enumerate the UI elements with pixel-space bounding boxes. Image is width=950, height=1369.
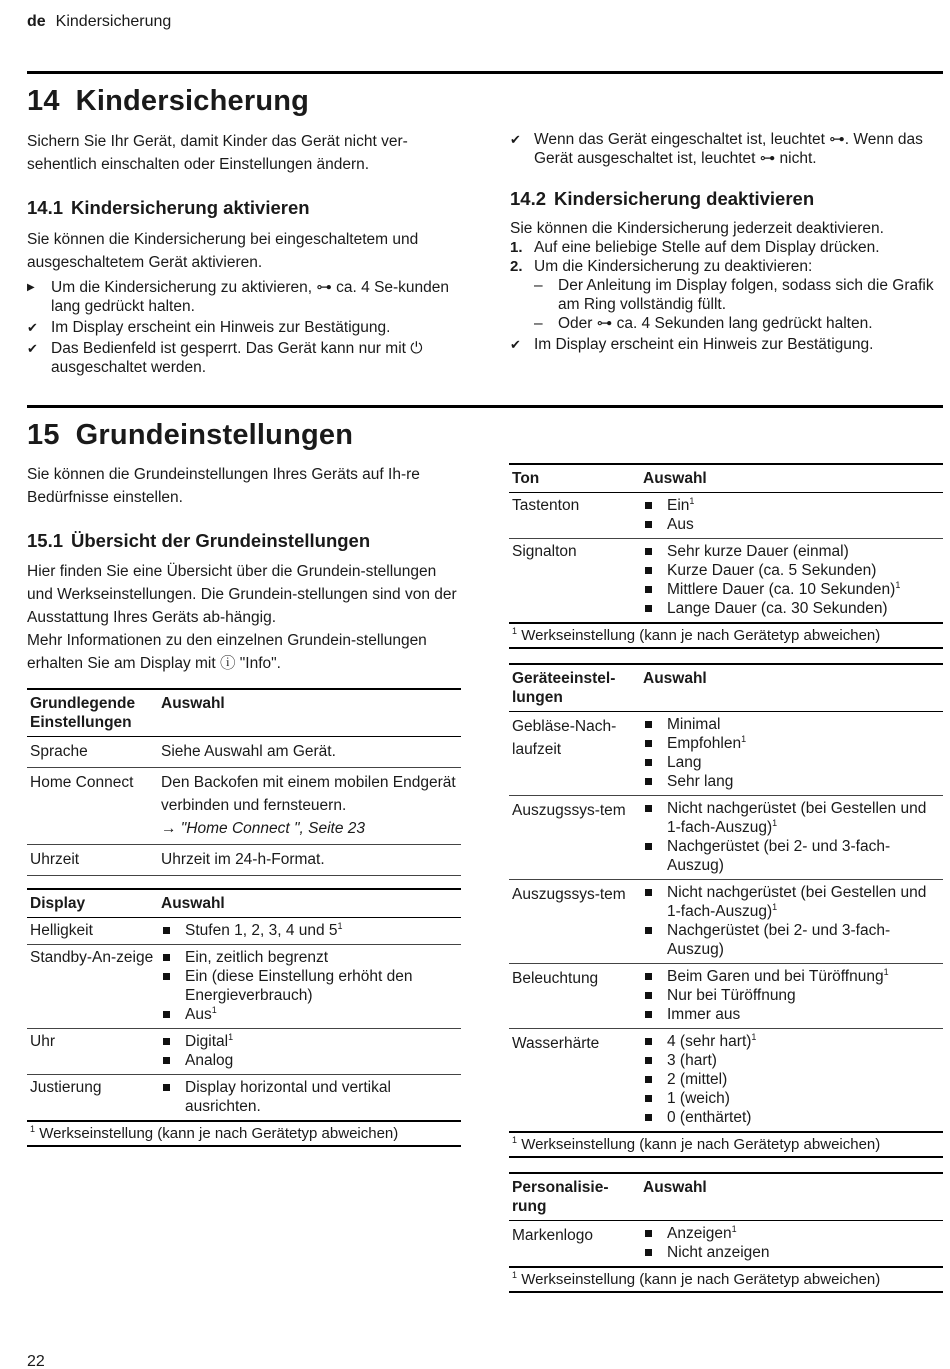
result-item: ✔ Im Display erscheint ein Hinweis zur Bestätigung. <box>510 336 874 353</box>
s15-intro: Sie können die Grundeinstellungen Ihres Geräts auf Ih-re Bedürfnisse einstellen. <box>27 466 420 506</box>
table-row: Gebläse-Nach-laufzeit Minimal Empfohlen$^1$ Lang Sehr lang <box>509 712 943 796</box>
header-title: Kindersicherung <box>55 13 172 30</box>
table-row: Wasserhärte 4 (sehr hart)$^1$ 3 (hart) 2 (mittel) 1 (weich) 0 (enthärtet) <box>509 1029 943 1133</box>
page-number: 22 <box>27 1353 45 1369</box>
numbered-step: 1. Auf eine beliebige Stelle auf dem Display drücken. <box>510 239 880 256</box>
s15-right-column <box>509 463 943 1293</box>
check-icon: ✔ <box>27 320 38 335</box>
table-row: Standby-An-zeige Ein, zeitlich begrenzt Ein (diese Einstellung erhöht den Energieverbrauch) Aus$^1$ <box>27 945 461 1029</box>
table-footnote: $^1$ Werkseinstellung (kann je nach Gerätetyp abweichen) <box>27 1121 461 1146</box>
table-display: Display Auswahl Helligkeit Stufen 1, 2, 3, 4 und $5^1$ Standby-An-zeige Ein, zeitlich begrenzt Ein (diese Einstellung erhöht den Energieverbrauch) Aus$^1$ Uhr Digital$^1$ Analog Justierung Display horizontal und vertikal ausrichten. $^1$ Werkseinstellung (kann je nach Gerätetyp abweichen) <box>27 888 461 1147</box>
table-footnote: $^1$ Werkseinstellung (kann je nach Gerätetyp abweichen) <box>509 1132 943 1157</box>
language-code: de <box>27 13 46 30</box>
table-row: Auszugssys-tem Nicht nachgerüstet (bei Gestellen und 1-fach-Auszug)$^1$ Nachgerüstet (bei 2- und 3-fach-Auszug) <box>509 796 943 880</box>
table-sound: Ton Auswahl Tastenton Ein$^1$ Aus Signalton Sehr kurze Dauer (einmal) Kurze Dauer (ca. 5 Sekunden) Mittlere Dauer (ca. 10 Sekunden)$^1$ Lange Dauer (ca. 30 Sekunden) $^1$ Werkseinstellung (kann je nach Gerätetyp abweichen) <box>509 463 943 649</box>
section-15-heading: 15 Grundeinstellungen <box>27 419 354 451</box>
sub-step: – Der Anleitung im Display folgen, sodass sich die Grafik am Ring vollständig füllt. <box>534 277 934 313</box>
s14-1-heading: 14.1 Kindersicherung aktivieren <box>27 197 310 218</box>
s15-1-paragraph: Mehr Informationen zu den einzelnen Grundein-stellungen erhalten Sie am Display mit ⓘ "Info". <box>27 632 427 672</box>
section-rule <box>27 405 943 408</box>
s15-left-column <box>27 463 461 1147</box>
s14-2-intro: Sie können die Kindersicherung jederzeit deaktivieren. <box>510 220 884 237</box>
table-row: Home Connect Den Backofen mit einem mobilen Endgerät verbinden und fernsteuern. → "Home Connect ", Seite 23 <box>27 768 461 845</box>
check-icon: ✔ <box>510 132 521 147</box>
s15-1-paragraph: Hier finden Sie eine Übersicht über die Grundein-stellungen und Werkseinstellungen. Die Grundein-stellungen sind von der Ausstattung Ihres Geräts ab-hängig. <box>27 563 457 626</box>
table-row: Tastenton Ein$^1$ Aus <box>509 493 943 539</box>
section-rule <box>27 71 943 74</box>
result-item: ✔ Wenn das Gerät eingeschaltet ist, leuchtet ⊶. Wenn das Gerät ausgeschaltet ist, leuchtet ⊶ nicht. <box>510 131 923 167</box>
section-14-heading: 14 Kindersicherung <box>27 85 310 117</box>
instruction-step: ▶ Um die Kindersicherung zu aktivieren, ⊶ ca. 4 Se-kunden lang gedrückt halten. <box>27 279 450 315</box>
s14-right-column <box>510 130 943 354</box>
s14-1-intro: Sie können die Kindersicherung bei eingeschaltetem und ausgeschaltetem Gerät aktivieren. <box>27 231 419 271</box>
numbered-step: 2. Um die Kindersicherung zu deaktivieren: <box>510 258 813 275</box>
table-row: Justierung Display horizontal und vertikal ausrichten. <box>27 1075 461 1122</box>
table-row: Markenlogo Anzeigen$^1$ Nicht anzeigen <box>509 1221 943 1268</box>
table-row: Helligkeit Stufen 1, 2, 3, 4 und $5^1$ <box>27 918 461 945</box>
table-row: Auszugssys-tem Nicht nachgerüstet (bei Gestellen und 1-fach-Auszug)$^1$ Nachgerüstet (bei 2- und 3-fach-Auszug) <box>509 880 943 964</box>
table-row: Beleuchtung Beim Garen und bei Türöffnung$^1$ Nur bei Türöffnung Immer aus <box>509 964 943 1029</box>
s14-left-column <box>27 130 460 377</box>
check-icon: ✔ <box>510 337 521 352</box>
table-footnote: $^1$ Werkseinstellung (kann je nach Gerätetyp abweichen) <box>509 623 943 648</box>
table-row: Uhrzeit Uhrzeit im 24-h-Format. <box>27 845 461 876</box>
table-row: Sprache Siehe Auswahl am Gerät. <box>27 737 461 768</box>
table-basic-settings: Grundlegende Einstellungen Auswahl Sprache Siehe Auswahl am Gerät. Home Connect Den Backofen mit einem mobilen Endgerät verbinden und fernsteuern. → "Home Connect ", Seite 23 Uhrzeit Uhrzeit im 24-h-Format. <box>27 688 461 876</box>
running-header <box>27 12 171 31</box>
table-row: Signalton Sehr kurze Dauer (einmal) Kurze Dauer (ca. 5 Sekunden) Mittlere Dauer (ca. 10 Sekunden)$^1$ Lange Dauer (ca. 30 Sekunden) <box>509 539 943 624</box>
check-icon: ✔ <box>27 341 38 356</box>
result-item: ✔ Im Display erscheint ein Hinweis zur Bestätigung. <box>27 319 391 336</box>
s14-2-heading: 14.2 Kindersicherung deaktivieren <box>510 188 815 209</box>
s14-intro: Sichern Sie Ihr Gerät, damit Kinder das Gerät nicht ver-sehentlich einschalten oder Einstellungen ändern. <box>27 133 408 173</box>
triangle-bullet-icon: ▶ <box>27 282 35 293</box>
table-footnote: $^1$ Werkseinstellung (kann je nach Gerätetyp abweichen) <box>509 1267 943 1292</box>
cross-reference[interactable]: → "Home Connect ", Seite 23 <box>161 820 365 837</box>
table-row: Uhr Digital$^1$ Analog <box>27 1029 461 1075</box>
s15-1-heading: 15.1 Übersicht der Grundeinstellungen <box>27 530 371 551</box>
result-item: ✔ Das Bedienfeld ist gesperrt. Das Gerät kann nur mit ⏻ ausgeschaltet werden. <box>27 340 423 376</box>
table-device-settings: Geräteeinstel-lungen Auswahl Gebläse-Nach-laufzeit Minimal Empfohlen$^1$ Lang Sehr lang Auszugssys-tem Nicht nachgerüstet (bei Gestellen und 1-fach-Auszug)$^1$ Nachgerüstet (bei 2- und 3-fach-Auszug) Auszugssys-tem Nicht nachgerüstet (bei Gestellen und 1-fach-Auszug)$^1$ Nachgerüstet (bei 2- und 3-fach-Auszug) Beleuchtung Beim Garen und bei Türöffnung$^1$ Nur bei Türöffnung Immer aus Wasserhärte 4 (sehr hart)$^1$ 3 (hart) 2 (mittel) 1 (weich) 0 (enthärtet) $^1$ Werkseinstellung (kann je nach Gerätetyp abweichen) <box>509 663 943 1158</box>
sub-step: – Oder ⊶ ca. 4 Sekunden lang gedrückt halten. <box>534 315 873 332</box>
table-personalisation: Personalisie-rung Auswahl Markenlogo Anzeigen$^1$ Nicht anzeigen $^1$ Werkseinstellung (kann je nach Gerätetyp abweichen) <box>509 1172 943 1293</box>
